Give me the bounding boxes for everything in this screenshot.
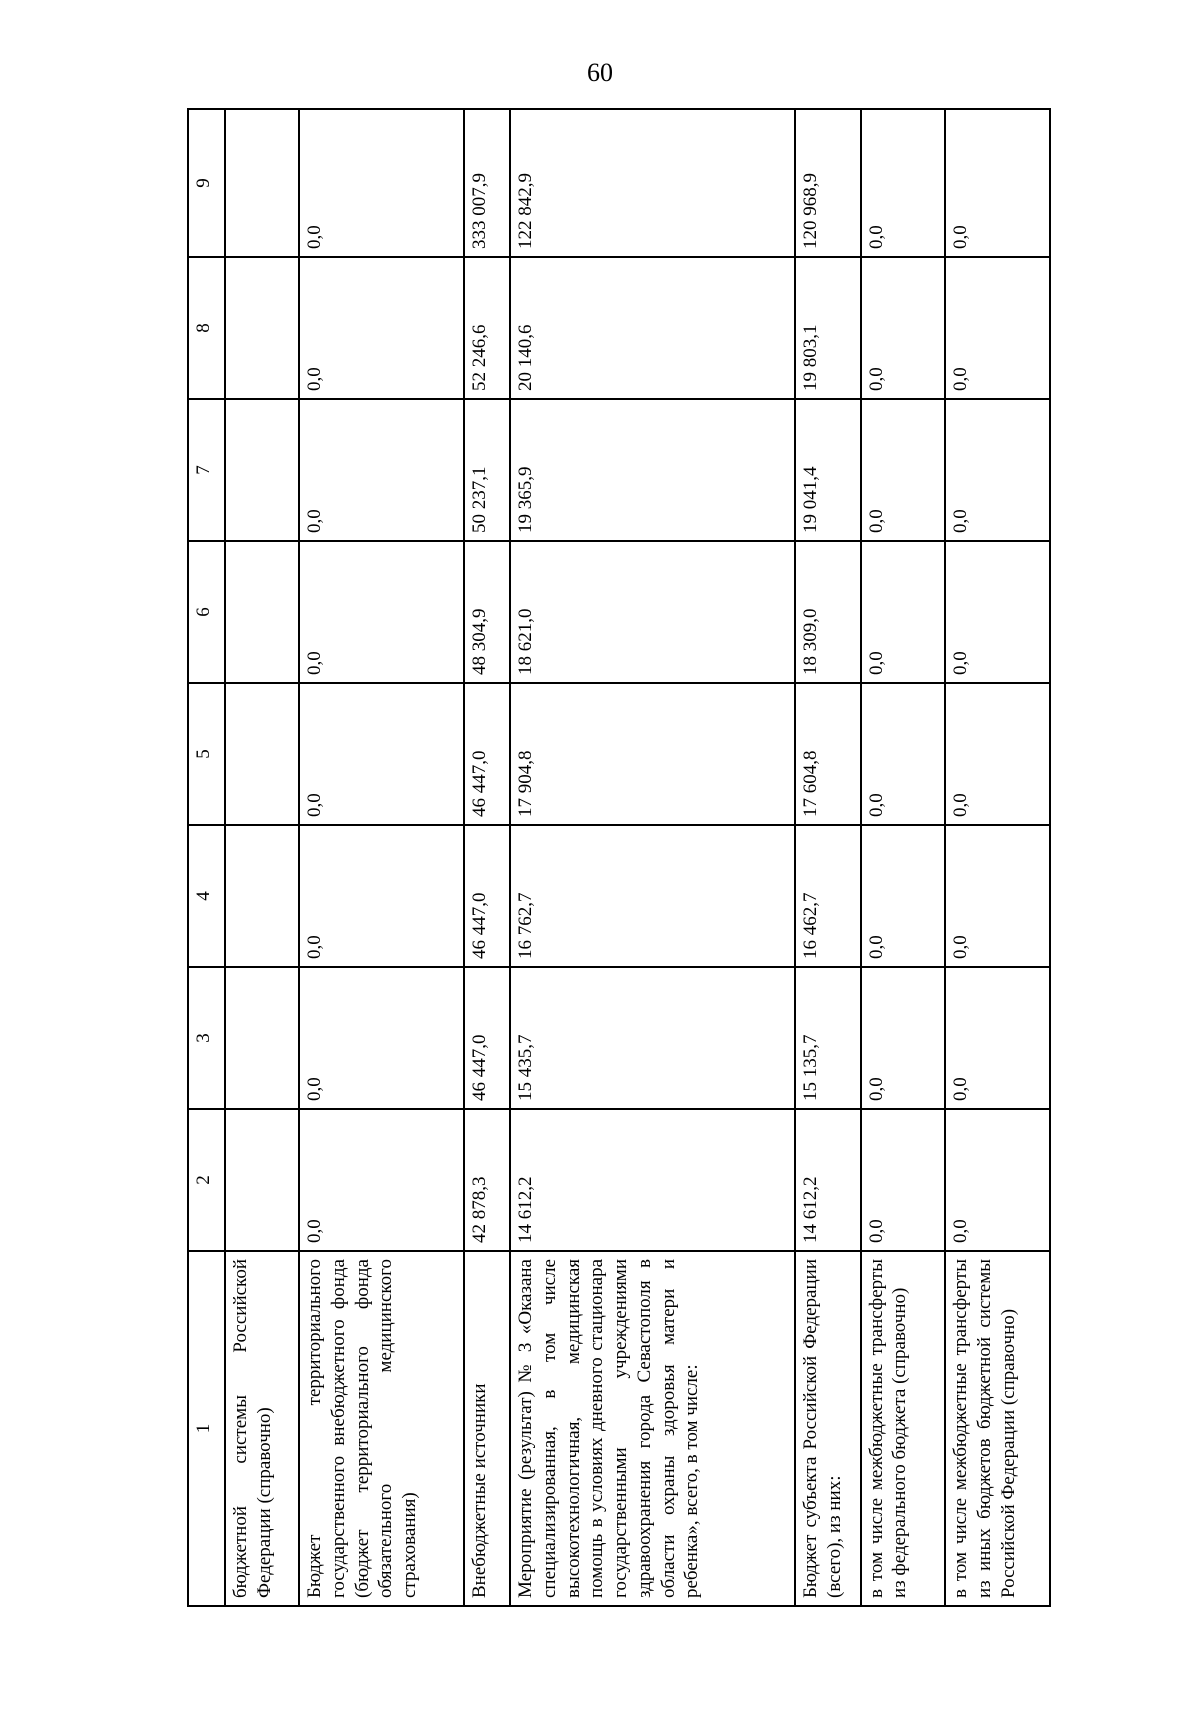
row-value: 0,0: [861, 683, 946, 825]
column-header: 7: [188, 399, 225, 541]
column-header: 1: [188, 1251, 225, 1606]
rotated-table-container: [187, 110, 1051, 1607]
row-value: 46 447,0: [464, 683, 510, 825]
row-value: 0,0: [299, 257, 464, 399]
column-header: 6: [188, 541, 225, 683]
row-value: 333 007,9: [464, 109, 510, 257]
row-value: 42 878,3: [464, 1109, 510, 1251]
row-value: 15 135,7: [795, 967, 860, 1109]
row-value: 0,0: [945, 541, 1050, 683]
table-row: [299, 109, 464, 1606]
row-label: Бюджет субъекта Российской Федерации (всего), из них:: [795, 1251, 860, 1606]
table-row: [861, 109, 946, 1606]
page-number: 60: [587, 58, 613, 87]
column-header: 4: [188, 825, 225, 967]
row-value: 0,0: [861, 399, 946, 541]
table-row: [464, 109, 510, 1606]
row-value: 46 447,0: [464, 825, 510, 967]
table-row: [795, 109, 860, 1606]
row-label: бюджетной системы Российской Федерации (справочно): [225, 1251, 299, 1606]
row-value: 19 041,4: [795, 399, 860, 541]
row-label: Бюджет территориального государственного внебюджетного фонда (бюджет территориального фонда обязательного медицинского страхования): [299, 1251, 464, 1606]
row-value: 17 604,8: [795, 683, 860, 825]
row-value: 0,0: [861, 109, 946, 257]
row-value: 16 462,7: [795, 825, 860, 967]
column-header: 5: [188, 683, 225, 825]
row-value: [225, 967, 299, 1109]
row-value: 0,0: [861, 825, 946, 967]
row-value: 46 447,0: [464, 967, 510, 1109]
row-value: 0,0: [945, 825, 1050, 967]
row-value: 0,0: [299, 683, 464, 825]
row-value: 0,0: [945, 1109, 1050, 1251]
row-label: Мероприятие (результат) № 3 «Оказана специализированная, в том числе высокотехнологичная, медицинская помощь в условиях дневного стационара государственными учреждениями здравоохранения города Севастополя в области охраны здоровья матери и ребенка», всего, в том числе:: [510, 1251, 795, 1606]
budget-table: [187, 108, 1051, 1607]
column-header: 9: [188, 109, 225, 257]
row-value: 16 762,7: [510, 825, 795, 967]
row-value: 0,0: [299, 399, 464, 541]
row-value: [225, 109, 299, 257]
header-row: [188, 109, 225, 1606]
row-value: 17 904,8: [510, 683, 795, 825]
row-value: 0,0: [299, 825, 464, 967]
row-value: 52 246,6: [464, 257, 510, 399]
row-value: 0,0: [861, 541, 946, 683]
row-value: 0,0: [945, 399, 1050, 541]
table-row: [510, 109, 795, 1606]
row-value: 0,0: [299, 1109, 464, 1251]
row-value: 14 612,2: [795, 1109, 860, 1251]
row-value: 0,0: [945, 683, 1050, 825]
row-value: [225, 257, 299, 399]
row-value: 18 309,0: [795, 541, 860, 683]
row-value: 14 612,2: [510, 1109, 795, 1251]
row-label: в том числе межбюджетные трансферты из федерального бюджета (справочно): [861, 1251, 946, 1606]
row-value: 120 968,9: [795, 109, 860, 257]
row-value: 19 803,1: [795, 257, 860, 399]
row-value: 18 621,0: [510, 541, 795, 683]
row-value: 122 842,9: [510, 109, 795, 257]
row-value: [225, 825, 299, 967]
row-value: 48 304,9: [464, 541, 510, 683]
row-value: 0,0: [861, 1109, 946, 1251]
row-value: 20 140,6: [510, 257, 795, 399]
row-value: [225, 683, 299, 825]
column-header: 8: [188, 257, 225, 399]
row-value: [225, 541, 299, 683]
table-row: [225, 109, 299, 1606]
row-label: Внебюджетные источники: [464, 1251, 510, 1606]
row-value: 0,0: [861, 967, 946, 1109]
table-row: [945, 109, 1050, 1606]
row-value: 0,0: [945, 109, 1050, 257]
row-value: 0,0: [861, 257, 946, 399]
row-value: 50 237,1: [464, 399, 510, 541]
row-value: [225, 1109, 299, 1251]
row-value: [225, 399, 299, 541]
row-value: 0,0: [945, 257, 1050, 399]
row-value: 19 365,9: [510, 399, 795, 541]
row-value: 0,0: [299, 541, 464, 683]
row-label: в том числе межбюджетные трансферты из иных бюджетов бюджетной системы Российской Федерации (справочно): [945, 1251, 1050, 1606]
column-header: 2: [188, 1109, 225, 1251]
row-value: 15 435,7: [510, 967, 795, 1109]
row-value: 0,0: [299, 109, 464, 257]
column-header: 3: [188, 967, 225, 1109]
row-value: 0,0: [299, 967, 464, 1109]
row-value: 0,0: [945, 967, 1050, 1109]
